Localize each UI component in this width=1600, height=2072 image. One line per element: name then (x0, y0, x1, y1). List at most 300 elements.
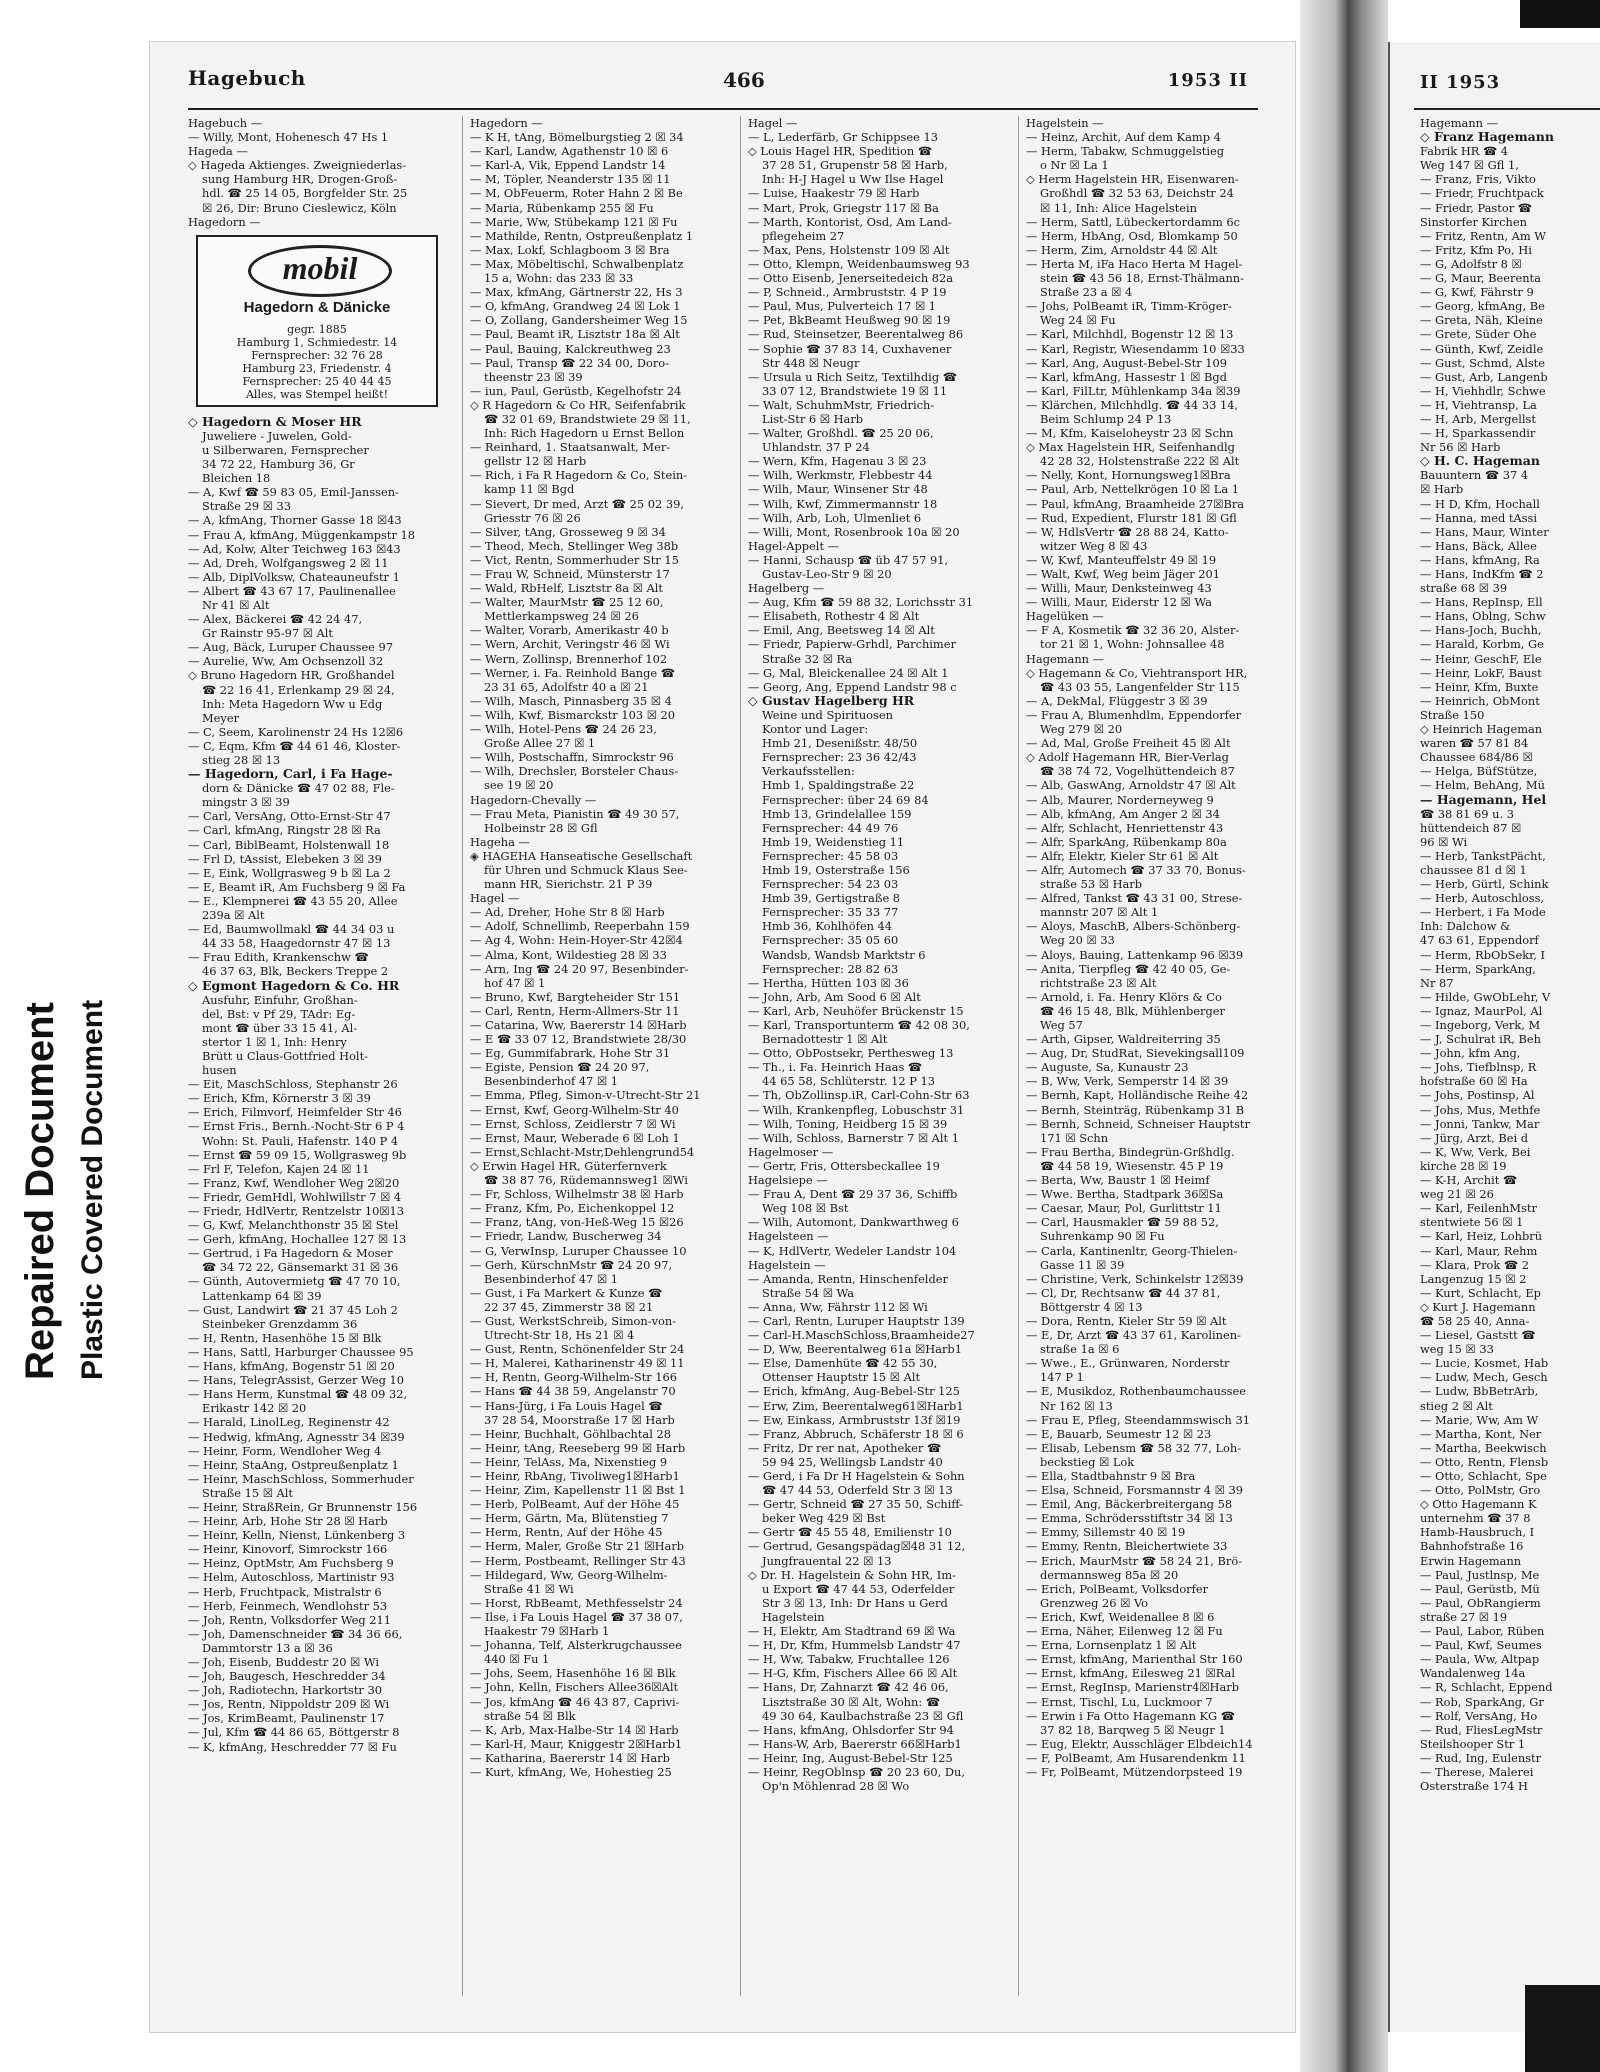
directory-entry: — Günth, Autovermietg ☎ 47 70 10, (188, 1274, 401, 1289)
directory-entry-continuation: Uhlandstr. 37 P 24 (762, 440, 870, 455)
directory-entry: — Th, ObZollinsp.iR, Carl-Cohn-Str 63 (748, 1088, 970, 1103)
directory-entry: Hagelberg — (748, 581, 825, 596)
directory-entry: ◇ Louis Hagel HR, Spedition ☎ (748, 144, 933, 159)
directory-entry-continuation: Haakestr 79 ☒Harb 1 (484, 1624, 610, 1639)
directory-entry: — Herm, Sattl, Lübeckertordamm 6c (1026, 214, 1241, 229)
page-number: 466 (723, 68, 765, 92)
directory-entry-continuation: Meyer (202, 710, 240, 725)
directory-entry: — Heinr, LokF, Baust (1420, 665, 1542, 680)
directory-entry: — Erich, Filmvorf, Heimfelder Str 46 (188, 1105, 402, 1120)
directory-entry: — Johs, Seem, Hasenhöhe 16 ☒ Blk (470, 1666, 676, 1681)
directory-entry-continuation: Straße 32 ☒ Ra (762, 651, 853, 666)
directory-entry: — C, Seem, Karolinenstr 24 Hs 12☒6 (188, 724, 404, 739)
directory-entry: — Alfr, Elektr, Kieler Str 61 ☒ Alt (1026, 848, 1219, 863)
directory-entry-continuation: Hmb 13, Grindelallee 159 (762, 806, 912, 821)
directory-entry: — Gertr, Fris, Ottersbeckallee 19 (748, 1158, 940, 1173)
directory-entry: — Joh, Radiotechn, Harkortstr 30 (188, 1683, 382, 1698)
directory-entry-continuation: ☎ 43 03 55, Langenfelder Str 115 (1040, 679, 1240, 694)
directory-entry: — A, DekMal, Flüggestr 3 ☒ 39 (1026, 693, 1208, 708)
directory-entry: — Martha, Kont, Ner (1420, 1426, 1542, 1441)
directory-entry: — Herm, Rentn, Auf der Höhe 45 (470, 1525, 663, 1540)
directory-entry-continuation: Gr Rainstr 95-97 ☒ Alt (202, 626, 333, 641)
directory-entry: Hagelsiepe — (748, 1173, 828, 1188)
directory-entry: — Carl, kfmAng, Ringstr 28 ☒ Ra (188, 823, 381, 838)
directory-entry: — Wilh, Werkmstr, Flebbestr 44 (748, 468, 933, 483)
directory-entry: — Herb, Feinmech, Wendlohstr 53 (188, 1598, 388, 1613)
directory-entry: — J, Schulrat iR, Beh (1420, 1032, 1541, 1047)
column-4 (1026, 116, 1288, 2016)
directory-entry: — H-G, Kfm, Fischers Allee 66 ☒ Alt (748, 1666, 958, 1681)
directory-entry-continuation: Bernadottestr 1 ☒ Alt (762, 1032, 888, 1047)
page-header (188, 66, 1288, 106)
directory-entry: — Helm, BehAng, Mü (1420, 778, 1545, 793)
directory-entry: — Rud, FliesLegMstr (1420, 1722, 1543, 1737)
directory-entry: — Frl F, Telefon, Kajen 24 ☒ 11 (188, 1161, 370, 1176)
directory-entry: ◇ Otto Hagemann K (1420, 1497, 1537, 1512)
header-rule (188, 108, 1258, 110)
directory-entry: hüttendeich 87 ☒ (1420, 820, 1522, 835)
directory-entry: — Harald, LinolLeg, Reginenstr 42 (188, 1415, 390, 1430)
directory-entry: — Berta, Ww, Baustr 1 ☒ Heimf (1026, 1173, 1210, 1188)
directory-entry: — Hedwig, kfmAng, Agnesstr 34 ☒39 (188, 1429, 405, 1444)
directory-entry: — Max, Pens, Holstenstr 109 ☒ Alt (748, 242, 950, 257)
directory-entry-continuation: witzer Weg 8 ☒ 43 (1040, 538, 1148, 553)
directory-entry: — Hanni, Schausp ☎ üb 47 57 91, (748, 552, 949, 567)
directory-entry: — Mathilde, Rentn, Ostpreußenplatz 1 (470, 228, 694, 243)
directory-entry-continuation: beckstieg ☒ Lok (1040, 1454, 1135, 1469)
directory-entry: ◇ Hagemann & Co, Viehtransport HR, (1026, 665, 1248, 680)
directory-entry: — Otto, ObPostsekr, Perthesweg 13 (748, 1046, 954, 1061)
directory-entry: — Ignaz, MaurPol, Al (1420, 1003, 1543, 1018)
directory-entry: — Erich, PolBeamt, Volksdorfer (1026, 1581, 1209, 1596)
directory-entry-continuation: Hagelstein (762, 1609, 825, 1624)
directory-entry: — Hans-W, Arb, Baererstr 66☒Harb1 (748, 1736, 962, 1751)
directory-entry: — Carl-H.MaschSchloss,Braamheide27 (748, 1328, 975, 1343)
directory-entry: — E, Bauarb, Seumestr 12 ☒ 23 (1026, 1426, 1212, 1441)
directory-entry-continuation: Beim Schlump 24 P 13 (1040, 411, 1172, 426)
directory-entry: Hagelmoser — (748, 1144, 834, 1159)
directory-entry: — Erich, Kwf, Weidenallee 8 ☒ 6 (1026, 1609, 1215, 1624)
directory-entry: — Aug, Kfm ☎ 59 88 32, Lorichsstr 31 (748, 595, 974, 610)
directory-entry-continuation: dorn & Dänicke ☎ 47 02 88, Fle- (202, 781, 395, 796)
directory-entry: — Hans Herm, Kunstmal ☎ 48 09 32, (188, 1387, 408, 1402)
directory-entry-heading: — Hagedorn, Carl, i Fa Hage- (188, 767, 393, 782)
directory-entry: — Paul, Kwf, Seumes (1420, 1638, 1542, 1653)
directory-entry: — Fr, PolBeamt, Mützendorpsteed 19 (1026, 1764, 1243, 1779)
directory-entry-continuation: mingstr 3 ☒ 39 (202, 795, 290, 810)
directory-entry-continuation: mont ☎ über 33 15 41, Al- (202, 1020, 358, 1035)
directory-entry: Hagedorn — (188, 214, 261, 229)
directory-entry: — Emma, Schrödersstiftstr 34 ☒ 13 (1026, 1511, 1233, 1526)
directory-entry: — Alma, Kont, Wildestieg 28 ☒ 33 (470, 947, 667, 962)
directory-entry: — Marie, Ww, Stübekamp 121 ☒ Fu (470, 214, 678, 229)
directory-entry: — Jürg, Arzt, Bei d (1420, 1130, 1529, 1145)
directory-entry: — Ad, Mal, Große Freiheit 45 ☒ Alt (1026, 736, 1231, 751)
directory-entry-continuation: Hmb 39, Gertigstraße 8 (762, 891, 901, 906)
directory-entry: — B, Ww, Verk, Semperstr 14 ☒ 39 (1026, 1074, 1229, 1089)
directory-entry: Fabrik HR ☎ 4 (1420, 144, 1509, 159)
directory-entry: — Alb, kfmAng, Am Anger 2 ☒ 34 (1026, 806, 1220, 821)
directory-entry: — Herb, Autoschloss, (1420, 891, 1545, 906)
repaired-document-label: Repaired Document (18, 1002, 62, 1380)
directory-entry: — Greta, Näh, Kleine (1420, 313, 1543, 328)
directory-entry: straße 27 ☒ 19 (1420, 1609, 1508, 1624)
directory-entry: waren ☎ 57 81 84 (1420, 736, 1529, 751)
directory-entry: Wandalenweg 14a (1420, 1666, 1526, 1681)
directory-entry-continuation: see 19 ☒ 20 (484, 778, 554, 793)
directory-entry: — Hertha, Hütten 103 ☒ 36 (748, 975, 909, 990)
directory-entry: — Silver, tAng, Grosseweg 9 ☒ 34 (470, 524, 666, 539)
directory-entry: — Klara, Prok ☎ 2 (1420, 1257, 1529, 1272)
directory-entry: — Herm, Postbeamt, Rellinger Str 43 (470, 1553, 686, 1568)
directory-entry: — Wilh, Krankenpfleg, Lobuschstr 31 (748, 1102, 965, 1117)
directory-entry-continuation: Fernsprecher: 54 23 03 (762, 877, 899, 892)
directory-entry-heading: ◇ H. C. Hageman (1420, 454, 1540, 469)
directory-entry: — Franz, Abbruch, Schäferstr 18 ☒ 6 (748, 1426, 964, 1441)
directory-entry-continuation: Straße 41 ☒ Wi (484, 1581, 574, 1596)
directory-entry: — Max, kfmAng, Gärtnerstr 22, Hs 3 (470, 285, 683, 300)
directory-entry: — Friedr, Papierw-Grhdl, Parchimer (748, 637, 956, 652)
directory-entry: — H, Malerei, Katharinenstr 49 ☒ 11 (470, 1356, 685, 1371)
directory-entry-continuation: Nr 41 ☒ Alt (202, 597, 270, 612)
directory-entry-continuation: Weg 24 ☒ Fu (1040, 313, 1116, 328)
directory-entry: — Fritz, Rentn, Am W (1420, 228, 1546, 243)
directory-entry: — Carl, Hausmakler ☎ 59 88 52, (1026, 1215, 1219, 1230)
directory-entry: — Wilh, Hotel-Pens ☎ 24 26 23, (470, 722, 657, 737)
directory-entry: — W, Kwf, Manteuffelstr 49 ☒ 19 (1026, 552, 1217, 567)
directory-entry: — Arth, Gipser, Waldreiterring 35 (1026, 1032, 1221, 1047)
directory-entry-continuation: ☎ 22 16 41, Erlenkamp 29 ☒ 24, (202, 682, 395, 697)
directory-entry: — iun, Paul, Gerüstb, Kegelhofstr 24 (470, 383, 682, 398)
directory-entry-continuation: gellstr 12 ☒ Harb (484, 454, 587, 469)
directory-entry: — Hildegard, Ww, Georg-Wilhelm- (470, 1567, 668, 1582)
directory-entry: — Jos, Rentn, Nippoldstr 209 ☒ Wi (188, 1697, 390, 1712)
directory-entry: — O, kfmAng, Grandweg 24 ☒ Lok 1 (470, 299, 681, 314)
directory-entry-continuation: 239a ☒ Alt (202, 908, 265, 923)
directory-entry: — Marth, Kontorist, Osd, Am Land- (748, 214, 952, 229)
directory-entry-continuation: Hmb 19, Weidenstieg 11 (762, 834, 905, 849)
column-1 (188, 116, 450, 2016)
directory-entry-continuation: Suhrenkamp 90 ☒ Fu (1040, 1229, 1165, 1244)
directory-entry-continuation: ☎ 46 15 48, Blk, Mühlenberger (1040, 1003, 1225, 1018)
directory-entry: — M, Töpler, Neanderstr 135 ☒ 11 (470, 172, 671, 187)
directory-entry: — Hans, Bäck, Allee (1420, 538, 1537, 553)
directory-entry: — Elsa, Schneid, Forsmannstr 4 ☒ 39 (1026, 1483, 1243, 1498)
directory-entry: — Herm, RbObSekr, I (1420, 947, 1546, 962)
directory-entry: — Erich, kfmAng, Aug-Bebel-Str 125 (748, 1384, 960, 1399)
directory-entry-continuation: o Nr ☒ La 1 (1040, 158, 1109, 173)
header-rule (1414, 108, 1600, 110)
directory-entry: — Fr, Schloss, Wilhelmstr 38 ☒ Harb (470, 1187, 684, 1202)
directory-entry: — Wilh, Drechsler, Borsteler Chaus- (470, 764, 679, 779)
directory-entry: — Friedr, HdlVertr, Rentzelstr 10☒13 (188, 1204, 405, 1218)
directory-entry-continuation: ☎ 32 01 69, Brandstwiete 29 ☒ 11, (484, 411, 691, 426)
directory-entry: weg 15 ☒ 33 (1420, 1342, 1494, 1357)
directory-entry: — Paul, Gerüstb, Mü (1420, 1581, 1540, 1596)
facing-page-year: II 1953 (1420, 72, 1501, 93)
directory-entry: ☒ Harb (1420, 482, 1464, 497)
directory-entry: Hagelstein — (1026, 116, 1104, 130)
directory-entry: — E, Eink, Wollgrasweg 9 b ☒ La 2 (188, 865, 391, 880)
directory-entry: — Herb, Fruchtpack, Mistralstr 6 (188, 1584, 382, 1599)
directory-entry: Langenzug 15 ☒ 2 (1420, 1271, 1527, 1286)
directory-entry: — Friedr, Fruchtpack (1420, 186, 1544, 201)
directory-entry: stentwiete 56 ☒ 1 (1420, 1215, 1524, 1230)
ad-line: Fernsprecher: 32 76 28 (251, 348, 383, 362)
directory-entry-continuation: Inh: Meta Hagedorn Ww u Edg (202, 696, 383, 711)
directory-entry: — Heinr, Kfm, Buxte (1420, 679, 1539, 694)
directory-entry: — Rob, SparkAng, Gr (1420, 1694, 1544, 1709)
directory-entry: — Kurt, Schlacht, Ep (1420, 1285, 1541, 1300)
directory-entry: — Georg, Ang, Eppend Landstr 98 c (748, 679, 957, 694)
directory-entry: ◈ HAGEHA Hanseatische Gesellschaft (470, 848, 693, 863)
plastic-covered-label: Plastic Covered Document (76, 999, 109, 1380)
directory-entry: — P, Schneid., Armbruststr. 4 P 19 (748, 285, 947, 300)
directory-entry: — Aloys, MaschB, Albers-Schönberg- (1026, 919, 1241, 934)
directory-entry-continuation: u Export ☎ 47 44 53, Oderfelder (762, 1581, 955, 1596)
directory-entry: — Hans, Dr, Zahnarzt ☎ 42 46 06, (748, 1680, 949, 1695)
directory-entry: — Paula, Ww, Altpap (1420, 1652, 1540, 1667)
column-divider (740, 116, 741, 1996)
directory-entry: — Ilse, i Fa Louis Hagel ☎ 37 38 07, (470, 1609, 683, 1624)
directory-entry: — H, Viehhdlr, Schwe (1420, 383, 1546, 398)
directory-entry: — Fritz, Dr rer nat, Apotheker ☎ (748, 1440, 942, 1455)
directory-entry: — Wern, Archit, Veringstr 46 ☒ Wi (470, 637, 670, 652)
directory-entry: — Emil, Ang, Bäckerbreitergang 58 (1026, 1497, 1233, 1512)
directory-entry: — Karl, kfmAng, Hassestr 1 ☒ Bgd (1026, 369, 1227, 384)
directory-entry: — Alfr, Schlacht, Henriettenstr 43 (1026, 820, 1224, 835)
directory-entry: — Aurelie, Ww, Am Ochsenzoll 32 (188, 654, 384, 669)
directory-entry: — Katharina, Baererstr 14 ☒ Harb (470, 1750, 670, 1765)
directory-entry: — Frau Meta, Pianistin ☎ 49 30 57, (470, 806, 680, 821)
directory-entry-continuation: 34 72 22, Hamburg 36, Gr (202, 457, 355, 472)
directory-entry-continuation: ☎ 44 58 19, Wiesenstr. 45 P 19 (1040, 1158, 1224, 1173)
directory-entry: — Herm, Zim, Arnoldstr 44 ☒ Alt (1026, 242, 1218, 257)
directory-entry: — Nelly, Kont, Hornungsweg1☒Bra (1026, 468, 1231, 483)
directory-entry: — Walter, MaurMstr ☎ 25 12 60, (470, 595, 664, 610)
directory-entry-continuation: tor 21 ☒ 1, Wohn: Johnsallee 48 (1040, 637, 1225, 652)
directory-entry: — Hilde, GwObLehr, V (1420, 989, 1551, 1004)
directory-entry: — Alb, Maurer, Norderneyweg 9 (1026, 792, 1214, 807)
directory-entry-continuation: Kontor und Lager: (762, 722, 869, 737)
directory-entry: — K, Arb, Max-Halbe-Str 14 ☒ Harb (470, 1722, 679, 1737)
directory-entry: — John, kfm Ang, (1420, 1046, 1521, 1061)
directory-entry: — Willi, Maur, Denksteinweg 43 (1026, 581, 1212, 596)
directory-entry: — O, Zollang, Gandersheimer Weg 15 (470, 313, 688, 328)
directory-entry-continuation: stieg 28 ☒ 13 (202, 753, 281, 767)
directory-entry: — Theod, Mech, Stellinger Weg 38b (470, 538, 679, 553)
directory-entry: ◇ Max Hagelstein HR, Seifenhandlg (1026, 440, 1235, 455)
directory-entry: — Jos, KrimBeamt, Paulinenstr 17 (188, 1711, 385, 1726)
directory-entry: — Herm, Tabakw, Schmuggelstieg (1026, 144, 1225, 159)
directory-entry-continuation: für Uhren und Schmuck Klaus See- (484, 862, 688, 877)
directory-entry: — Wald, RbHelf, Lisztstr 8a ☒ Alt (470, 581, 663, 596)
directory-entry: Hamb-Hausbruch, I (1420, 1525, 1535, 1540)
directory-entry: — Ad, Kolw, Alter Teichweg 163 ☒43 (188, 541, 401, 556)
directory-entry-continuation: 15 a, Wohn: das 233 ☒ 33 (484, 271, 634, 286)
directory-entry: — H, Dr, Kfm, Hummelsb Landstr 47 (748, 1638, 961, 1653)
directory-entry: — Emmy, Sillemstr 40 ☒ 19 (1026, 1525, 1186, 1540)
directory-entry-continuation: 42 28 32, Holstenstraße 222 ☒ Alt (1040, 454, 1240, 469)
directory-entry: — Frau E, Pfleg, Steendammswisch 31 (1026, 1412, 1250, 1427)
directory-entry: — Heinz, Archit, Auf dem Kamp 4 (1026, 130, 1221, 145)
directory-entry: — Carl, Rentn, Herm-Allmers-Str 11 (470, 1003, 680, 1018)
column-3 (748, 116, 1010, 2016)
directory-entry: — Heinr, Form, Wendloher Weg 4 (188, 1443, 382, 1458)
directory-entry: — H, Elektr, Am Stadtrand 69 ☒ Wa (748, 1624, 956, 1639)
directory-entry: — Paul, Transp ☎ 22 34 00, Doro- (470, 355, 670, 370)
directory-entry-continuation: stertor 1 ☒ 1, Inh: Henry (202, 1034, 347, 1049)
directory-entry-continuation: Ottenser Hauptstr 15 ☒ Alt (762, 1370, 921, 1385)
directory-entry: — G, Mal, Bleickenallee 24 ☒ Alt 1 (748, 665, 949, 680)
directory-entry: — Ernst Fris., Bernh.-Nocht-Str 6 P 4 (188, 1119, 405, 1134)
directory-entry: — Wilh, Schloss, Barnerstr 7 ☒ Alt 1 (748, 1130, 959, 1145)
directory-entry: — Joh, Eisenb, Buddestr 20 ☒ Wi (188, 1655, 380, 1669)
directory-entry: — Gertrud, i Fa Hagedorn & Moser (188, 1246, 393, 1261)
directory-entry: — Aug, Bäck, Luruper Chaussee 97 (188, 640, 394, 655)
directory-entry: — Heinr, Zim, Kapellenstr 11 ☒ Bst 1 (470, 1483, 686, 1498)
directory-entry-continuation: Hmb 1, Spaldingstraße 22 (762, 778, 915, 793)
directory-entry: — Walt, SchuhmMstr, Friedrich- (748, 397, 935, 412)
directory-entry: — L, Lederfärb, Gr Schippsee 13 (748, 130, 938, 145)
directory-entry-continuation: Gustav-Leo-Str 9 ☒ 20 (762, 567, 892, 581)
directory-entry-continuation: 37 82 18, Barqweg 5 ☒ Neugr 1 (1040, 1722, 1226, 1737)
directory-entry-continuation: ☎ 38 74 72, Vogelhüttendeich 87 (1040, 764, 1235, 779)
directory-entry: — R, Schlacht, Eppend (1420, 1680, 1553, 1695)
directory-entry: — Rud, Ing, Eulenstr (1420, 1750, 1542, 1765)
directory-entry: — Lucie, Kosmet, Hab (1420, 1356, 1549, 1371)
directory-entry: — Johs, PolBeamt iR, Timm-Kröger- (1026, 299, 1232, 314)
directory-entry: — Elisab, Lebensm ☎ 58 32 77, Loh- (1026, 1440, 1242, 1455)
directory-entry: — Anna, Ww, Fährstr 112 ☒ Wi (748, 1299, 928, 1314)
directory-entry: — Willy, Mont, Hohenesch 47 Hs 1 (188, 130, 389, 145)
directory-entry: — Eg, Gummifabrark, Hohe Str 31 (470, 1046, 671, 1061)
directory-entry-continuation: Verkaufsstellen: (762, 764, 855, 779)
directory-entry: — Franz, Fris, Vikto (1420, 172, 1536, 187)
directory-entry-continuation: Inh: H-J Hagel u Ww Ilse Hagel (762, 172, 944, 187)
directory-entry: — K-H, Archit ☎ (1420, 1173, 1518, 1188)
directory-entry: — Aloys, Bauing, Lattenkamp 96 ☒39 (1026, 947, 1244, 962)
advertisement-box (196, 235, 438, 407)
directory-entry-continuation: 33 07 12, Brandstwiete 19 ☒ 11 (762, 383, 948, 398)
directory-entry: — Werner, i. Fa. Reinhold Bange ☎ (470, 665, 675, 680)
directory-entry-continuation: Lattenkamp 64 ☒ 39 (202, 1288, 322, 1303)
directory-entry: — Karl, Registr, Wiesendamm 10 ☒33 (1026, 341, 1245, 356)
directory-entry: — Alfr, SparkAng, Rübenkamp 80a (1026, 834, 1227, 849)
directory-entry: — Ernst, Maur, Weberade 6 ☒ Loh 1 (470, 1130, 680, 1145)
directory-entry-continuation: Str 448 ☒ Neugr (762, 355, 860, 370)
directory-entry-continuation: Wohn: St. Pauli, Hafenstr. 140 P 4 (202, 1133, 399, 1148)
directory-entry-continuation: Gasse 11 ☒ 39 (1040, 1257, 1125, 1272)
directory-entry: — Alfr, Automech ☎ 37 33 70, Bonus- (1026, 862, 1246, 877)
directory-entry: Hagel — (470, 891, 520, 906)
directory-entry-continuation: richtstraße 23 ☒ Alt (1040, 975, 1157, 990)
directory-entry: — Karl, FeilenhMstr (1420, 1201, 1537, 1216)
directory-entry: Chaussee 684/86 ☒ (1420, 750, 1533, 765)
directory-entry: Hagel-Appelt — (748, 538, 840, 553)
directory-entry-continuation: Weine und Spirituosen (762, 707, 893, 722)
directory-entry: — E, Dr, Arzt ☎ 43 37 61, Karolinen- (1026, 1328, 1241, 1343)
directory-entry: — Luise, Haakestr 79 ☒ Harb (748, 186, 920, 201)
directory-entry: — Adolf, Schnellimb, Reeperbahn 159 (470, 919, 690, 934)
directory-entry: — Günth, Kwf, Zeidle (1420, 341, 1544, 356)
directory-entry: — Ernst,Schlacht-Mstr,Dehlengrund54 (470, 1144, 695, 1159)
directory-entry: — Heinr, TelAss, Ma, Nixenstieg 9 (470, 1454, 668, 1469)
directory-entry-continuation: Straße 15 ☒ Alt (202, 1485, 293, 1500)
directory-entry: — Willi, Maur, Eiderstr 12 ☒ Wa (1026, 595, 1212, 610)
directory-entry: — Gertr ☎ 45 55 48, Emilienstr 10 (748, 1525, 952, 1540)
mobil-logo: mobil (248, 245, 392, 297)
ad-line: Fernsprecher: 25 40 44 45 (242, 374, 392, 388)
directory-entry: — Alex, Bäckerei ☎ 42 24 47, (188, 612, 363, 627)
directory-entry: — Hans, kfmAng, Bogenstr 51 ☒ 20 (188, 1359, 395, 1374)
directory-entry: — Ernst, kfmAng, Marienthal Str 160 (1026, 1652, 1243, 1667)
directory-entry: — Wilh, Kwf, Bismarckstr 103 ☒ 20 (470, 707, 676, 722)
directory-entry-continuation: Steinbeker Grenzdamm 36 (202, 1316, 358, 1331)
directory-entry: ◇ Dr. H. Hagelstein & Sohn HR, Im- (748, 1567, 956, 1582)
directory-entry: — Johs, Mus, Methfe (1420, 1102, 1541, 1117)
directory-entry: — Erna, Näher, Eilenweg 12 ☒ Fu (1026, 1624, 1223, 1639)
directory-entry: — H D, Kfm, Hochall (1420, 496, 1540, 511)
directory-entry: — Heinr, Buchhalt, Göhlbachtal 28 (470, 1426, 671, 1441)
directory-entry: — A, kfmAng, Thorner Gasse 18 ☒43 (188, 513, 402, 528)
directory-entry: — Rud, Steinsetzer, Beerentalweg 86 (748, 327, 964, 342)
directory-entry: — Hans, IndKfm ☎ 2 (1420, 567, 1544, 581)
directory-entry: — Ursula u Rich Seitz, Textilhdig ☎ (748, 369, 957, 384)
directory-entry-continuation: u Silberwaren, Fernsprecher (202, 442, 369, 457)
directory-entry: — Joh, Damenschneider ☎ 34 36 66, (188, 1626, 403, 1641)
directory-entry: Hagemann — (1026, 651, 1105, 666)
directory-entry: — Carl, VersAng, Otto-Ernst-Str 47 (188, 809, 391, 824)
directory-entry: chaussee 81 d ☒ 1 (1420, 862, 1527, 877)
directory-entry: — Karl, Ang, August-Bebel-Str 109 (1026, 355, 1228, 370)
directory-entry: — Heinr, RegOblnsp ☎ 20 23 60, Du, (748, 1764, 965, 1779)
directory-entry: — Alb, GaswAng, Arnoldstr 47 ☒ Alt (1026, 778, 1236, 793)
directory-entry: — Heinr, tAng, Reeseberg 99 ☒ Harb (470, 1440, 686, 1455)
directory-entry: — Willi, Mont, Rosenbrook 10a ☒ 20 (748, 524, 960, 539)
directory-entry-continuation: Inh: Rich Hagedorn u Ernst Bellon (484, 426, 685, 441)
directory-entry: — Hans, Maur, Winter (1420, 524, 1549, 539)
scan-border (1520, 0, 1600, 28)
directory-entry-continuation: ☎ 38 87 76, Rüdemannsweg1 ☒Wi (484, 1173, 688, 1188)
directory-entry: — Erna, Lornsenplatz 1 ☒ Alt (1026, 1638, 1197, 1653)
directory-entry: — Gust, Arb, Langenb (1420, 369, 1548, 384)
directory-entry: — Karl, Milchhdl, Bogenstr 12 ☒ 13 (1026, 327, 1234, 342)
directory-entry: — Caesar, Maur, Pol, Gurlittstr 11 (1026, 1201, 1222, 1216)
directory-entry: — Dora, Rentn, Kieler Str 59 ☒ Alt (1026, 1313, 1227, 1328)
directory-entry-continuation: Dammtorstr 13 a ☒ 36 (202, 1640, 333, 1655)
directory-entry: — Paul, Arb, Nettelkrögen 10 ☒ La 1 (1026, 482, 1239, 497)
directory-entry: — M, Kfm, Kaiseloheystr 23 ☒ Schn (1026, 426, 1234, 441)
directory-entry: — Frau A, Dent ☎ 29 37 36, Schiffb (748, 1187, 958, 1202)
directory-entry: — Ad, Dreh, Wolfgangsweg 2 ☒ 11 (188, 555, 389, 570)
directory-entry-continuation: Böttgerstr 4 ☒ 13 (1040, 1299, 1143, 1314)
directory-entry: — Joh, Baugesch, Heschredder 34 (188, 1669, 386, 1684)
directory-entry: — Otto, Schlacht, Spe (1420, 1469, 1547, 1483)
directory-entry: — Hans, Sattl, Harburger Chaussee 95 (188, 1344, 414, 1359)
directory-entry-continuation: 37 28 54, Moorstraße 17 ☒ Harb (484, 1412, 675, 1427)
directory-entry: — Amanda, Rentn, Hinschenfelder (748, 1271, 948, 1286)
directory-entry: — Franz, Kwf, Wendloher Weg 2☒20 (188, 1175, 400, 1190)
directory-entry: — Heinrich, ObMont (1420, 693, 1540, 708)
directory-entry: — M, ObFeuerm, Roter Hahn 2 ☒ Be (470, 186, 683, 201)
directory-entry: — Fritz, Kfm Po, Hi (1420, 242, 1532, 257)
directory-entry-continuation: Fernsprecher: 23 36 42/43 (762, 750, 917, 765)
directory-entry-continuation: husen (202, 1063, 237, 1078)
directory-entry: — E., Klempnerei ☎ 43 55 20, Allee (188, 893, 398, 908)
directory-entry-continuation: Erikastr 142 ☒ 20 (202, 1401, 307, 1416)
directory-entry-continuation: Jungfrauental 22 ☒ 13 (762, 1553, 892, 1568)
